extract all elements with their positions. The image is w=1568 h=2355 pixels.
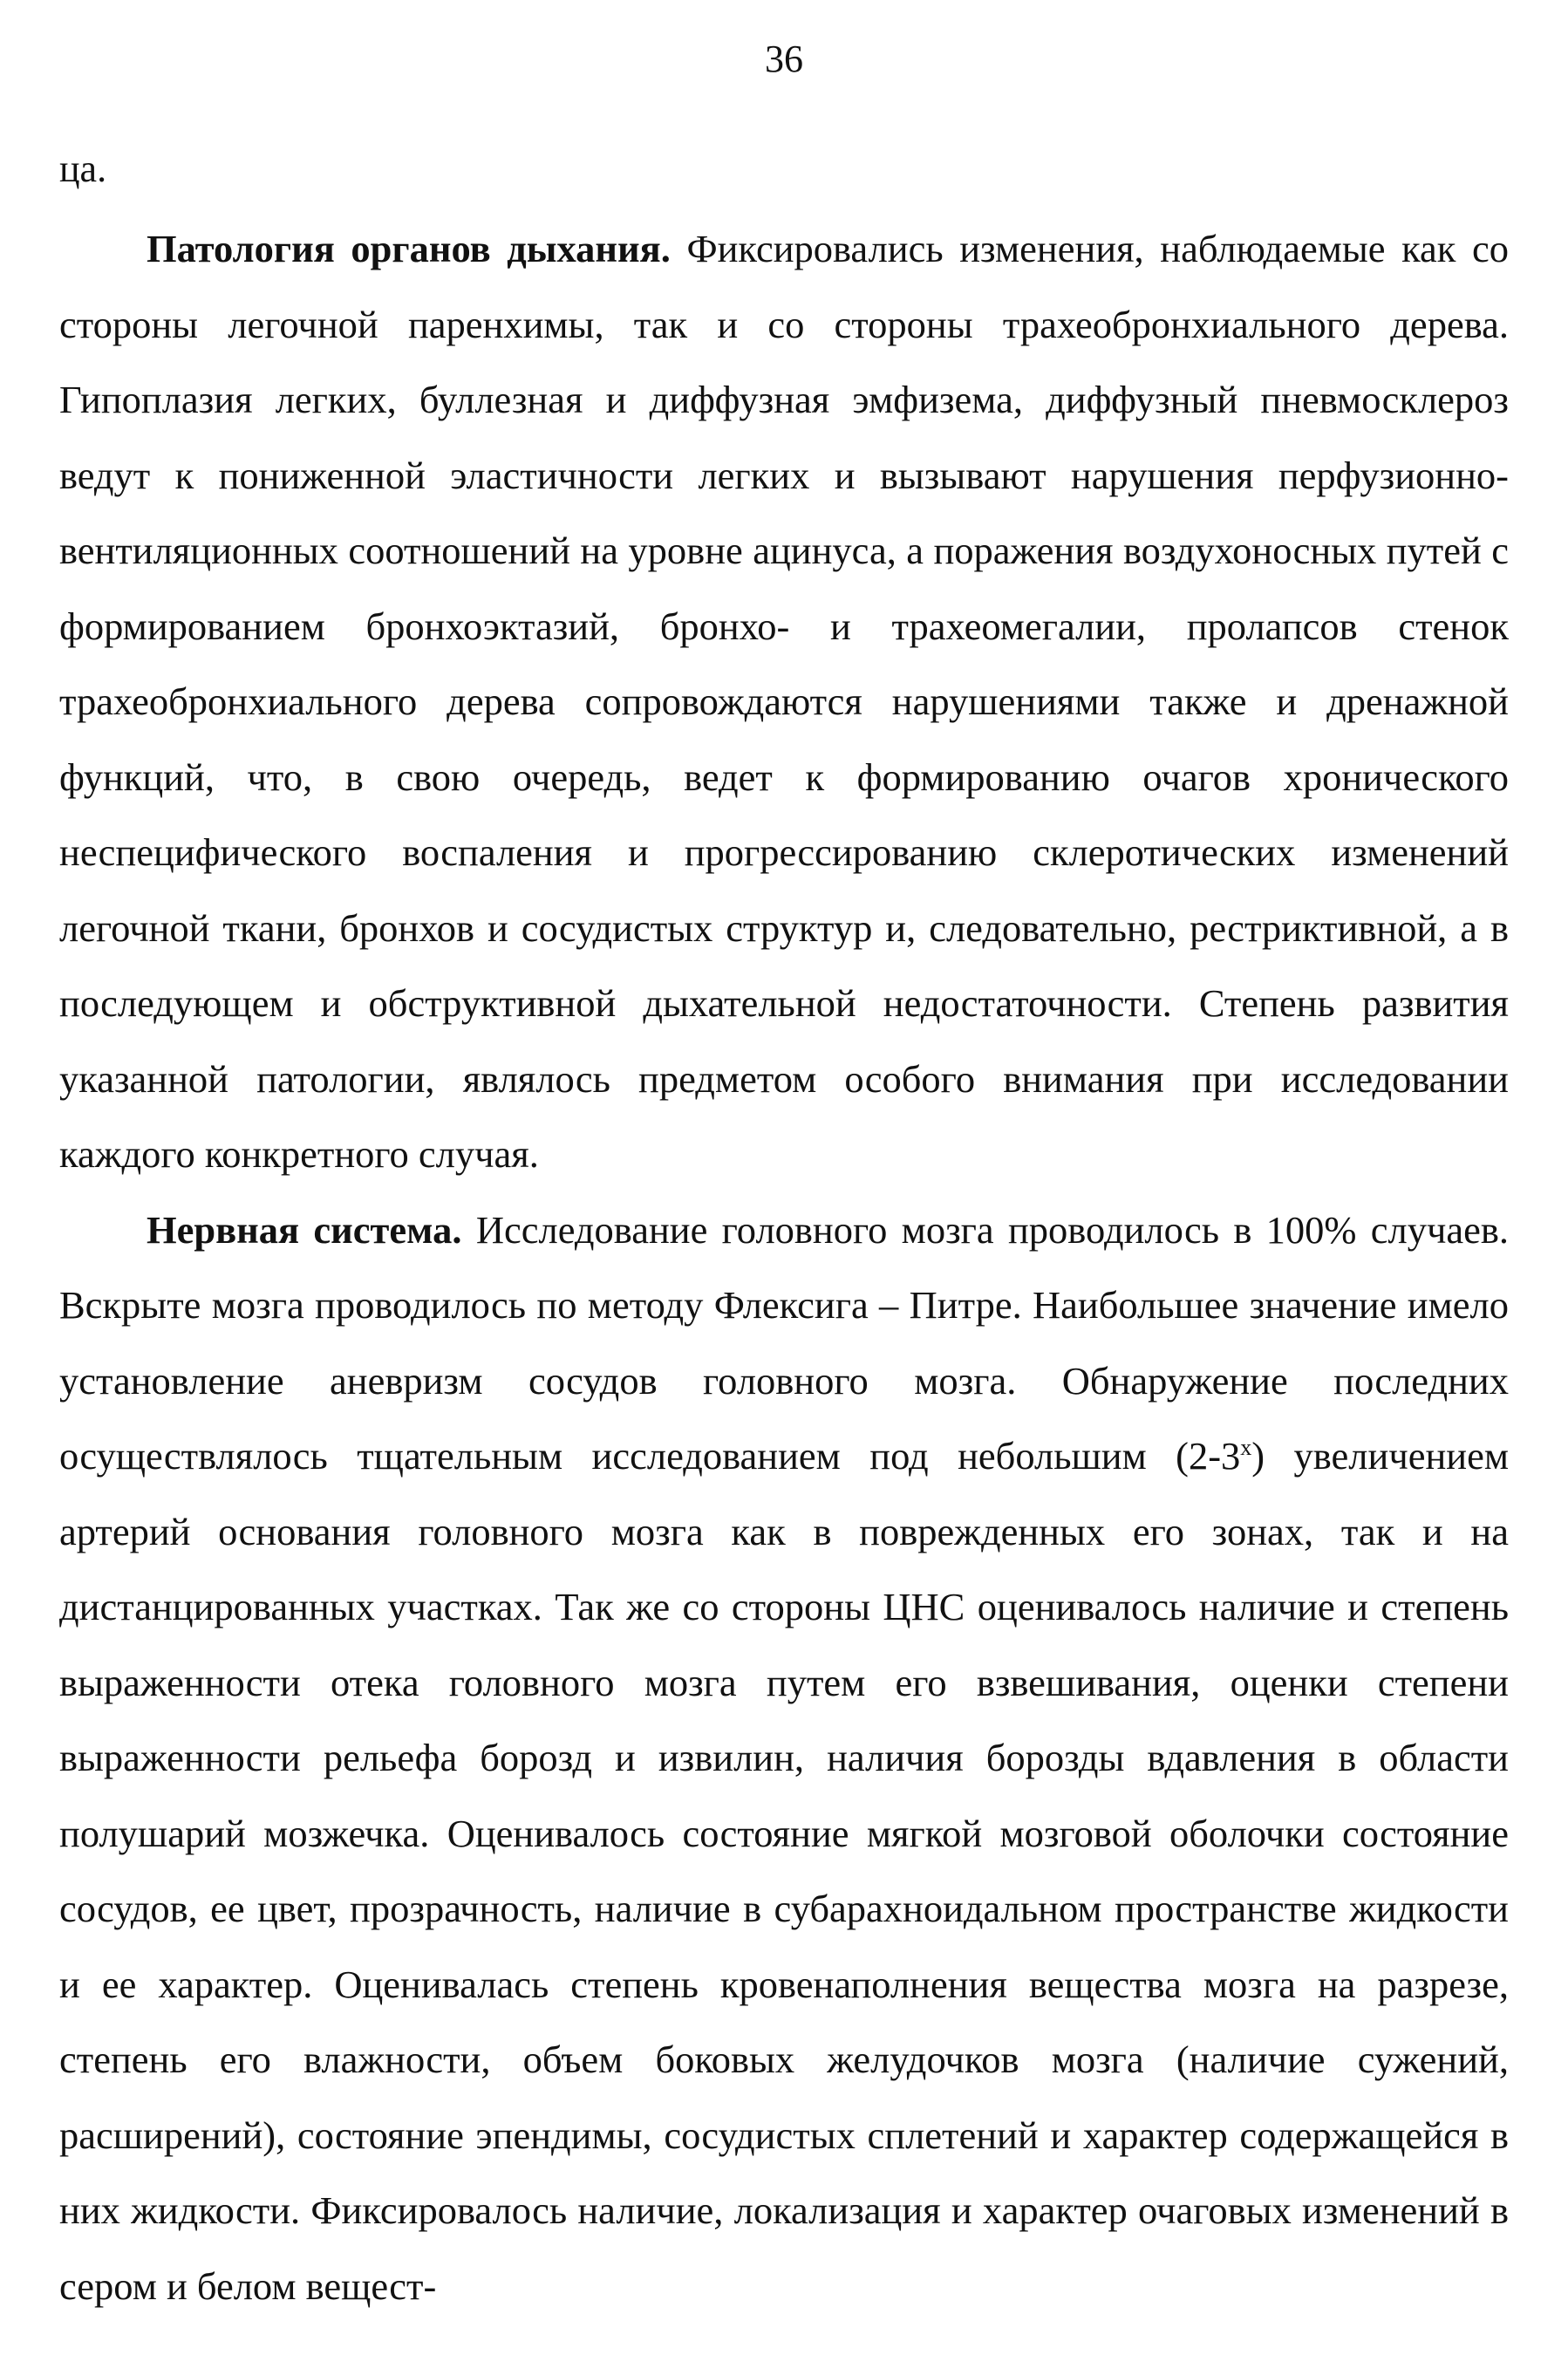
page-number: 36 xyxy=(765,38,803,80)
paragraph-nervous-system xyxy=(59,1192,1509,2324)
paragraph-heading: Нервная система. xyxy=(147,1207,462,1252)
paragraph-text: Фиксировались изменения, наблюдаемые как со стороны легочной паренхимы, так и со стороны трахеобронхиального дерева. Гипоплазия легких, буллезная и диффузная эмфизема, диффузный пневмосклероз ведут к пониженной эластичности легких и вызывают нарушения перфузионно-вентиляционных соотношений на уровне ацинуса, а поражения воздухоносных путей с формированием бронхоэктазий, бронхо- и трахеомегалии, пролапсов стенок трахеобронхиального дерева сопровождаются нарушениями также и дренажной функций, что, в свою очередь, ведет к формированию очагов хронического неспецифического воспаления и прогрессированию склеротических изменений легочной ткани, бронхов и сосудистых структур и, следовательно, рестриктивной, а в последующем и обструктивной дыхательной недостаточности. Степень развития указанной патологии, являлось предметом особого внимания при исследовании каждого конкретного случая. xyxy=(59,227,1509,1176)
superscript: х xyxy=(1240,1435,1252,1461)
body-text xyxy=(59,145,1509,2324)
continued-fragment: ца. xyxy=(59,147,107,190)
paragraph-heading: Патология органов дыхания. xyxy=(147,227,671,270)
paragraph-text-continued: ) увеличением артерий основания головного мозга как в поврежденных его зонах, так и на дистанцированных участках. Так же со стороны ЦНС оценивалось наличие и степень выраженности отека головного мозга путем его взвешивания, оценки степени выраженности рельефа борозд и извилин, наличия борозды вдавления в области полушарий мозжечка. Оценивалось состояние мягкой мозговой оболочки состояние сосудов, ее цвет, прозрачность, наличие в субарахноидальном пространстве жидкости и ее характер. Оценивалась степень кровенаполнения вещества мозга на разрезе, степень его влажности, объем боковых желудочков мозга (наличие сужений, расширений), состояние эпендимы, сосудистых сплетений и характер содержащейся в них жидкости. Фиксировалось наличие, локализация и характер очаговых изменений в сером и белом вещест- xyxy=(59,1434,1509,2308)
paragraph-respiratory-pathology xyxy=(59,211,1509,1192)
paragraph-text: Исследование головного мозга проводилось в 100% случаев. Вскрыте мозга проводилось по методу Флексига – Питре. Наибольшее значение имело установление аневризм сосудов головного мозга. Обнаружение последних осуществлялось тщательным исследованием под небольшим (2-3 xyxy=(59,1207,1510,1478)
